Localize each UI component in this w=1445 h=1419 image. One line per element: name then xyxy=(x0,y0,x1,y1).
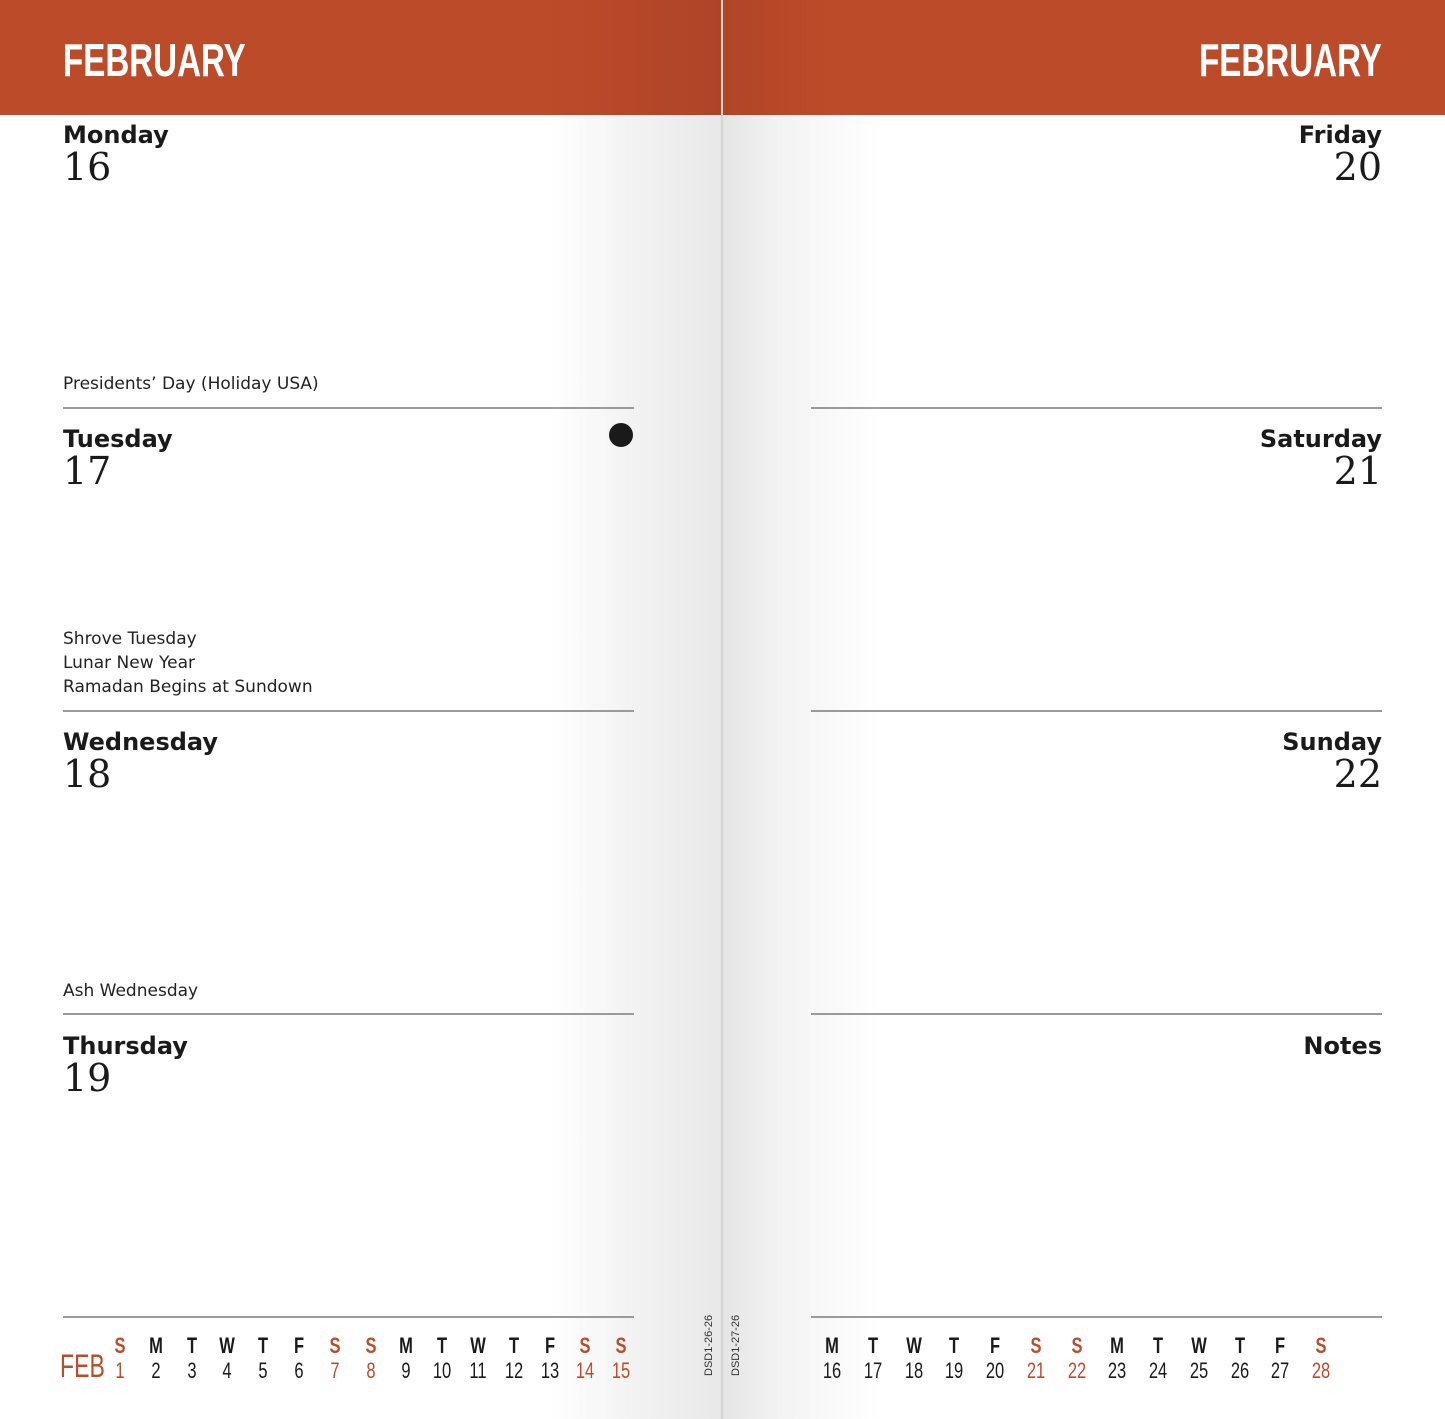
mini-calendar-day xyxy=(467,1334,490,1383)
day-number: 18 xyxy=(63,752,112,796)
mini-calendar-weekday: T xyxy=(186,1333,197,1358)
mini-calendar-date: 28 xyxy=(1311,1358,1331,1383)
mini-calendar-date: 8 xyxy=(366,1358,376,1383)
mini-calendar-day xyxy=(1269,1334,1292,1383)
mini-calendar-weekday: M xyxy=(825,1333,839,1358)
day-name: Friday xyxy=(1298,121,1382,149)
day-divider xyxy=(63,710,634,712)
mini-calendar-date: 5 xyxy=(258,1358,268,1383)
mini-calendar-day xyxy=(821,1334,844,1383)
mini-calendar-weekday: T xyxy=(258,1333,269,1358)
day-block-tuesday[interactable] xyxy=(63,425,634,491)
mini-calendar-day xyxy=(943,1334,966,1383)
mini-calendar-weekday: S xyxy=(1030,1333,1042,1358)
mini-calendar-weekday: S xyxy=(615,1333,627,1358)
right-month-title: FEBRUARY xyxy=(1199,34,1382,86)
mini-calendar-date: 11 xyxy=(469,1358,487,1383)
day-divider xyxy=(811,1013,1382,1015)
mini-calendar-date: 24 xyxy=(1148,1358,1168,1383)
event-item: Lunar New Year xyxy=(63,653,196,673)
day-events-monday xyxy=(63,372,319,396)
day-name: Tuesday xyxy=(63,425,173,453)
day-name: Wednesday xyxy=(63,728,219,756)
mini-calendar-weekday: S xyxy=(365,1333,377,1358)
mini-calendar-weekday: F xyxy=(544,1333,555,1358)
mini-calendar-day xyxy=(610,1334,633,1383)
mini-calendar-weekday: S xyxy=(329,1333,341,1358)
mini-calendar-date: 14 xyxy=(576,1358,595,1383)
day-name: Saturday xyxy=(1259,425,1382,453)
mini-calendar-date: 23 xyxy=(1108,1358,1127,1383)
mini-calendar-day xyxy=(1147,1334,1170,1383)
mini-calendar-date: 19 xyxy=(945,1358,964,1383)
mini-calendar-day xyxy=(288,1334,311,1383)
mini-calendar-divider xyxy=(63,1316,634,1318)
right-month-header xyxy=(723,0,1445,115)
mini-calendar-date: 10 xyxy=(433,1358,452,1383)
event-item: Presidents’ Day (Holiday USA) xyxy=(63,374,319,394)
page-gutter xyxy=(721,0,723,1419)
mini-calendar-day xyxy=(395,1334,418,1383)
day-block-sunday[interactable] xyxy=(811,728,1382,794)
mini-calendar-weekday: T xyxy=(1152,1333,1164,1358)
mini-calendar-day xyxy=(109,1334,132,1383)
mini-calendar-day xyxy=(503,1334,526,1383)
left-month-title: FEBRUARY xyxy=(63,34,246,86)
mini-calendar-month-label: FEB xyxy=(60,1348,105,1384)
page-code-left: DSD1-26-26 xyxy=(703,1314,715,1376)
day-divider xyxy=(63,407,634,409)
mini-calendar-date: 22 xyxy=(1067,1358,1086,1383)
mini-calendar-date: 25 xyxy=(1189,1358,1208,1383)
mini-calendar-weekday: W xyxy=(1190,1333,1207,1358)
mini-calendar-date: 3 xyxy=(187,1358,197,1383)
event-item: Shrove Tuesday xyxy=(63,629,197,649)
left-month-header xyxy=(0,0,722,115)
mini-calendar-date: 6 xyxy=(294,1358,304,1383)
mini-calendar-date: 16 xyxy=(822,1358,842,1383)
mini-calendar-day xyxy=(1188,1334,1211,1383)
new-moon-icon xyxy=(609,423,633,447)
mini-calendar-weekday: S xyxy=(114,1333,126,1358)
mini-calendar-day xyxy=(1106,1334,1129,1383)
mini-calendar-date: 15 xyxy=(612,1358,631,1383)
day-number: 22 xyxy=(1333,752,1382,796)
day-number: 16 xyxy=(63,145,112,189)
mini-calendar-date: 17 xyxy=(863,1358,882,1383)
page-code-right: DSD1-27-26 xyxy=(730,1314,742,1376)
mini-calendar-date: 4 xyxy=(222,1358,232,1383)
mini-calendar-date: 7 xyxy=(330,1358,340,1383)
day-divider xyxy=(811,710,1382,712)
mini-calendar-weekday: M xyxy=(1110,1333,1125,1358)
day-block-monday[interactable] xyxy=(63,121,634,187)
mini-calendar-weekday: S xyxy=(1315,1333,1327,1358)
mini-calendar-day xyxy=(324,1334,347,1383)
mini-calendar-day xyxy=(359,1334,382,1383)
mini-calendar-day xyxy=(984,1334,1007,1383)
mini-calendar-day xyxy=(1025,1334,1048,1383)
day-name: Thursday xyxy=(63,1032,188,1060)
mini-calendar-date: 26 xyxy=(1230,1358,1249,1383)
mini-calendar-date: 18 xyxy=(904,1358,923,1383)
day-name: Monday xyxy=(63,121,169,149)
mini-calendar-day xyxy=(145,1334,168,1383)
day-divider xyxy=(811,407,1382,409)
mini-calendar-date: 13 xyxy=(540,1358,559,1383)
mini-calendar-day xyxy=(862,1334,885,1383)
mini-calendar-weekday: F xyxy=(293,1333,305,1358)
day-events-wednesday xyxy=(63,979,198,1003)
mini-calendar-day xyxy=(180,1334,203,1383)
mini-calendar-date: 1 xyxy=(115,1358,125,1383)
day-number: 21 xyxy=(1333,449,1382,493)
mini-calendar-weekday: S xyxy=(1070,1333,1083,1358)
mini-calendar-weekday: W xyxy=(219,1333,236,1358)
mini-calendar-weekday: W xyxy=(905,1333,922,1358)
mini-calendar-date: 2 xyxy=(151,1358,161,1383)
day-number: 20 xyxy=(1333,145,1382,189)
mini-calendar-divider xyxy=(811,1316,1382,1318)
mini-calendar-weekday: T xyxy=(508,1333,519,1358)
mini-calendar-weekday: T xyxy=(437,1333,448,1358)
mini-calendar-weekday: T xyxy=(1234,1333,1245,1358)
mini-calendar-weekday: W xyxy=(470,1333,486,1358)
mini-calendar-weekday: M xyxy=(399,1333,414,1358)
mini-calendar-day xyxy=(574,1334,597,1383)
mini-calendar-day xyxy=(1228,1334,1251,1383)
mini-calendar-weekday: F xyxy=(1275,1333,1286,1358)
mini-calendar-date: 21 xyxy=(1026,1358,1045,1383)
mini-calendar-day xyxy=(216,1334,239,1383)
mini-calendar-weekday: M xyxy=(148,1333,163,1358)
day-block-wednesday[interactable] xyxy=(63,728,634,794)
notes-section[interactable] xyxy=(811,1032,1382,1060)
notes-title: Notes xyxy=(1303,1032,1382,1060)
day-block-thursday[interactable] xyxy=(63,1032,634,1098)
mini-calendar-date: 20 xyxy=(985,1358,1005,1383)
day-number: 17 xyxy=(63,449,112,493)
mini-calendar-day xyxy=(538,1334,561,1383)
mini-calendar-weekday: T xyxy=(867,1333,878,1358)
event-item: Ash Wednesday xyxy=(63,981,199,1001)
day-number: 19 xyxy=(63,1056,112,1100)
day-events-tuesday xyxy=(63,627,313,699)
mini-calendar-day xyxy=(1310,1334,1333,1383)
mini-calendar-weekday: S xyxy=(579,1333,591,1358)
day-name: Sunday xyxy=(1282,728,1382,756)
mini-calendar-weekday: T xyxy=(949,1333,960,1358)
mini-calendar-date: 9 xyxy=(401,1358,411,1383)
mini-calendar-weekday: F xyxy=(989,1333,1001,1358)
mini-calendar-day xyxy=(252,1334,275,1383)
day-block-saturday[interactable] xyxy=(811,425,1382,491)
mini-calendar-day xyxy=(1065,1334,1088,1383)
mini-calendar-day xyxy=(431,1334,454,1383)
day-divider xyxy=(63,1013,634,1015)
mini-calendar-date: 27 xyxy=(1271,1358,1290,1383)
mini-calendar-day xyxy=(902,1334,925,1383)
mini-calendar-date: 12 xyxy=(504,1358,523,1383)
event-item: Ramadan Begins at Sundown xyxy=(63,677,313,697)
day-block-friday[interactable] xyxy=(811,121,1382,187)
